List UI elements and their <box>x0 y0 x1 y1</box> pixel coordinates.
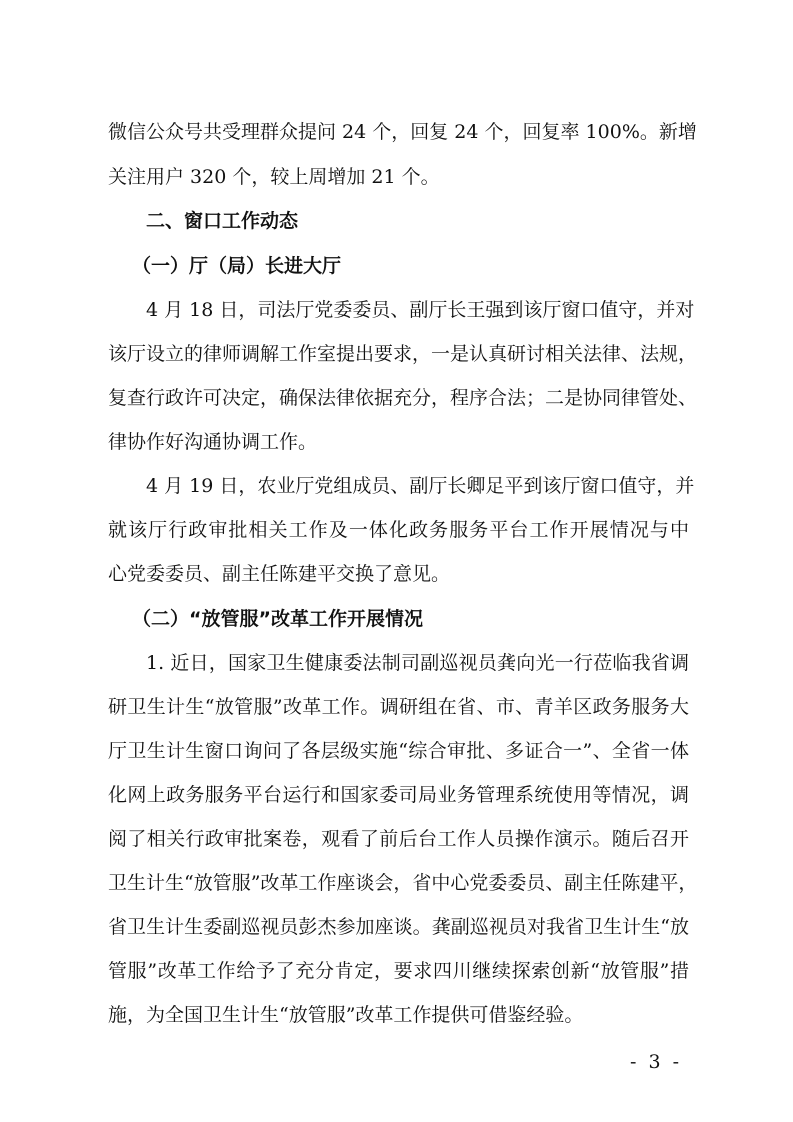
para3-line-8: 管服”改革工作给予了充分肯定，要求四川继续探索创新“放管服”措 <box>108 960 689 982</box>
para3-line-4: 化网上政务服务平台运行和国家委司局业务管理系统使用等情况，调 <box>108 784 689 806</box>
para2-line-1: 4 月 19 日，农业厅党组成员、副厅长卿足平到该厅窗口值守，并 <box>146 475 695 497</box>
para1-line-3: 复查行政许可决定，确保法律依据充分，程序合法；二是协同律管处、 <box>108 387 698 409</box>
para3-line-5: 阅了相关行政审批案卷，观看了前后台工作人员操作演示。随后召开 <box>108 828 689 850</box>
para3-line-1: 1. 近日，国家卫生健康委法制司副巡视员龚向光一行莅临我省调 <box>146 652 689 674</box>
section-title: 二、窗口工作动态 <box>146 210 299 232</box>
para3-line-7: 省卫生计生委副巡视员彭杰参加座谈。龚副巡视员对我省卫生计生“放 <box>108 916 689 938</box>
para1-line-1: 4 月 18 日，司法厅党委委员、副厅长王强到该厅窗口值守，并对 <box>146 299 695 321</box>
para3-line-2: 研卫生计生“放管服”改革工作。调研组在省、市、青羊区政务服务大 <box>108 696 689 718</box>
subsection-title-2: （二）“放管服”改革工作开展情况 <box>132 608 423 630</box>
para1-line-2: 该厅设立的律师调解工作室提出要求，一是认真研讨相关法律、法规， <box>108 343 698 365</box>
para1-line-4: 律协作好沟通协调工作。 <box>108 431 318 453</box>
para2-line-2: 就该厅行政审批相关工作及一体化政务服务平台工作开展情况与中 <box>108 519 689 541</box>
subsection-title-1: （一）厅（局）长进大厅 <box>132 255 342 277</box>
para2-line-3: 心党委委员、副主任陈建平交换了意见。 <box>108 563 451 585</box>
para3-line-6: 卫生计生“放管服”改革工作座谈会，省中心党委委员、副主任陈建平， <box>108 872 698 894</box>
para3-line-3: 厅卫生计生窗口询问了各层级实施“综合审批、多证合一”、全省一体 <box>108 740 689 762</box>
page-number: - 3 - <box>630 1051 683 1073</box>
intro-line-1: 微信公众号共受理群众提问 24 个，回复 24 个，回复率 100%。新增 <box>108 121 697 143</box>
para3-line-9: 施，为全国卫生计生“放管服”改革工作提供可借鉴经验。 <box>108 1004 584 1026</box>
intro-line-2: 关注用户 320 个，较上周增加 21 个。 <box>108 166 440 188</box>
